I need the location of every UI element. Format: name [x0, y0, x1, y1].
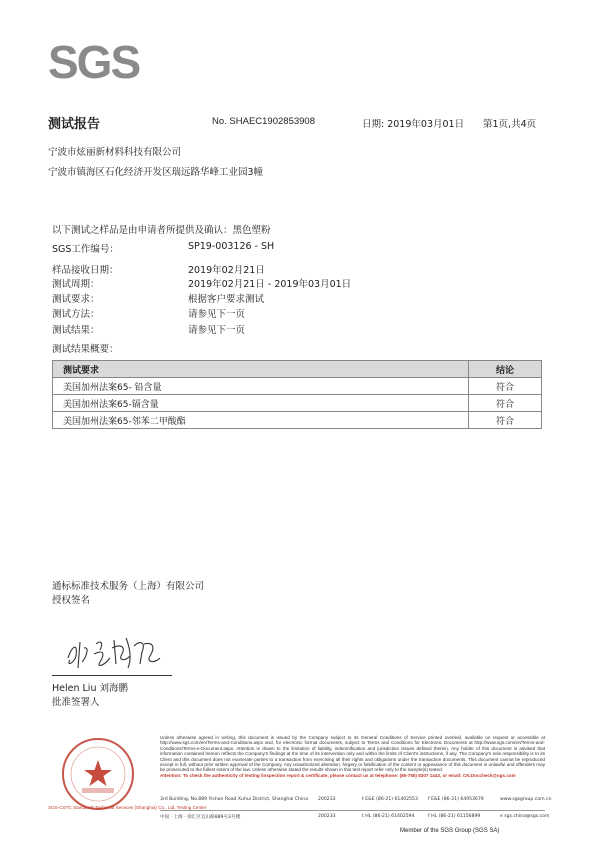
requirement-cell: 美国加州法案65-邻苯二甲酸酯	[53, 412, 469, 429]
info-value: 请参见下一页	[188, 325, 246, 336]
info-label: 样品接收日期：	[52, 265, 119, 276]
address-cn: 中国 · 上海 · 徐汇区宜山路889号3号楼	[160, 815, 241, 820]
conclusion-cell: 符合	[469, 395, 542, 412]
seal-caption: SGS-CSTC Standards Technical Services (Shanghai) Co., Ltd. Testing Center	[48, 805, 207, 810]
company-name: 通标标准技术服务（上海）有限公司	[52, 581, 205, 592]
table-header-row	[53, 361, 542, 378]
requirement-cell: 美国加州法案65-镉含量	[53, 395, 469, 412]
info-value: 根据客户要求测试	[188, 294, 265, 305]
requirement-cell: 美国加州法案65- 铅含量	[53, 378, 469, 395]
sample-statement: 以下测试之样品是由申请者所提供及确认：黑色塑粉	[52, 225, 271, 236]
info-value: SP19-003126 - SH	[188, 241, 275, 252]
report-number: No. SHAEC1902853908	[212, 116, 315, 127]
summary-table	[52, 360, 542, 429]
member-of-sgs-group: Member of the SGS Group (SGS SA)	[400, 828, 500, 834]
page-indicator: 第1页,共4页	[483, 119, 537, 130]
conclusion-cell: 符合	[469, 378, 542, 395]
logo-text: SGS	[48, 36, 140, 86]
company-seal-icon	[60, 736, 136, 812]
table-row	[53, 378, 542, 395]
authenticity-notice: Attention: To check the authenticity of testing /inspection report & certificate, please contact us at telephone: (86-755) 8307 1443, or email: CN.Doccheck@sgs.com	[160, 772, 516, 778]
sgs-logo	[46, 36, 166, 86]
legal-disclaimer	[160, 735, 545, 778]
client-name: 宁波市炫丽新材料科技有限公司	[48, 147, 182, 158]
fax-cn: f HL (86-21) 61156899	[428, 814, 481, 819]
footer-divider	[160, 810, 545, 811]
report-title: 测试报告	[48, 117, 101, 132]
handwritten-signature	[60, 628, 170, 674]
info-value: 请参见下一页	[188, 309, 246, 320]
info-label: 测试方法：	[52, 309, 100, 320]
tel-en: t E&E (86-21) 61402553	[362, 797, 418, 802]
zip-en: 200233	[318, 797, 336, 802]
address-en: 3rd Building, No.889 Yishan Road Xuhui District, Shanghai China	[160, 797, 309, 802]
summary-heading: 测试结果概要：	[52, 344, 119, 355]
info-label: 测试要求：	[52, 294, 100, 305]
authorized-signature-label: 授权签名	[52, 595, 91, 606]
fax-en: f E&E (86-21) 64953679	[428, 797, 484, 802]
approver-label: 批准签署人	[52, 697, 100, 708]
info-label: 测试周期：	[52, 279, 100, 290]
col-requirement: 测试要求	[53, 361, 469, 378]
zip-cn: 200233	[318, 814, 336, 819]
signature-line	[52, 675, 172, 676]
client-address: 宁波市镇海区石化经济开发区瑞远路华峰工业园3幢	[48, 167, 264, 178]
website: www.sgsgroup.com.cn	[500, 797, 552, 802]
info-label: SGS工作编号：	[52, 244, 119, 255]
info-value: 2019年02月21日	[188, 265, 265, 276]
col-conclusion: 结论	[469, 361, 542, 378]
tel-cn: t HL (86-21) 61402594	[362, 814, 415, 819]
signer-name: Helen Liu 刘海鹏	[52, 683, 128, 694]
conclusion-cell: 符合	[469, 412, 542, 429]
table-row	[53, 395, 542, 412]
table-row	[53, 412, 542, 429]
report-date: 日期: 2019年03月01日	[362, 119, 465, 130]
info-label: 测试结果：	[52, 325, 100, 336]
info-value: 2019年02月21日 - 2019年03月01日	[188, 279, 352, 290]
disclaimer-text: Unless otherwise agreed in writing, this document is issued by the Company subject to its General Conditions of Service printed overleaf, available on request or accessible at http://www.sgs.com/en/Terms-and-Conditions.aspx and, for electronic format documents, subject to Terms and Conditions for Electronic Documents at http://www.sgs.com/en/Terms-and-Conditions/Terms-e-Document.aspx. Attention is drawn to the limitation of liability, indemnification and jurisdiction issues defined therein. Any holder of this document is advised that information contained hereon reflects the Company's findings at the time of its intervention only and within the limits of Client's instructions, if any. The Company's sole responsibility is to its Client and this document does not exonerate parties to a transaction from exercising all their rights and obligations under the transaction documents. This document cannot be reproduced except in full, without prior written approval of the Company. Any unauthorized alteration, forgery or falsification of the content or appearance of this document is unlawful and offenders may be prosecuted to the fullest extent of the law. Unless otherwise stated the results shown in this test report refer only to the sample(s) tested.	[160, 735, 545, 773]
email: e sgs.china@sgs.com	[500, 814, 550, 819]
